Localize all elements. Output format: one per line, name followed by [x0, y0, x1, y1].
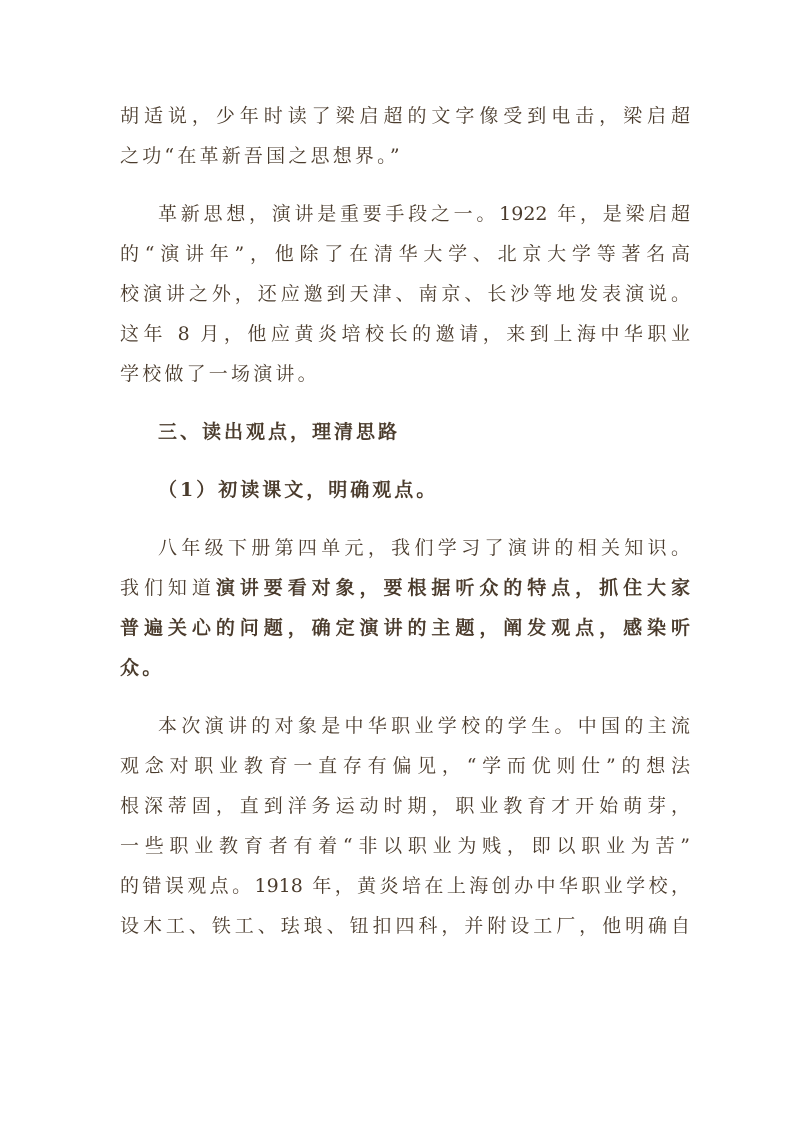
text-line [120, 866, 690, 906]
text-line [120, 274, 690, 314]
text-run: 本次演讲的对象是中华职业学校的学生。中国的主流 [158, 715, 690, 737]
text-line [120, 706, 690, 746]
text-line [120, 568, 690, 608]
text-run: 之功“在革新吾国之思想界。” [120, 145, 403, 167]
text-line [120, 314, 690, 354]
text-line [120, 826, 690, 866]
paragraph-3 [120, 528, 690, 688]
subsection-heading: （1）初读课文，明确观点。 [158, 479, 439, 501]
section-heading: 三、读出观点，理清思路 [158, 421, 401, 443]
text-line [120, 648, 690, 688]
document-page [120, 96, 690, 946]
text-line [120, 746, 690, 786]
text-line [120, 194, 690, 234]
bold-text-run: 演讲要看对象，要根据听众的特点，抓住大家 [215, 577, 690, 599]
bold-text-run: 普遍关心的问题，确定演讲的主题，阐发观点，感染听 [120, 617, 690, 639]
text-run: 我们知道 [120, 577, 216, 599]
text-run: 八年级下册第四单元，我们学习了演讲的相关知识。 [158, 537, 690, 559]
text-run: 根深蒂固，直到洋务运动时期，职业教育才开始萌芽， [120, 795, 690, 817]
bold-text-run: 众。 [120, 657, 165, 679]
text-run: 的错误观点。1918 年，黄炎培在上海创办中华职业学校， [120, 875, 690, 897]
paragraph-2 [120, 194, 690, 394]
text-run: 校演讲之外，还应邀到天津、南京、长沙等地发表演说。 [120, 283, 690, 305]
text-run: 这年 8 月，他应黄炎培校长的邀请，来到上海中华职业 [120, 323, 690, 345]
text-run: 学校做了一场演讲。 [120, 363, 320, 385]
text-line [120, 354, 690, 394]
paragraph-4 [120, 706, 690, 946]
text-line [120, 786, 690, 826]
text-run: 胡适说，少年时读了梁启超的文字像受到电击，梁启超 [120, 105, 690, 127]
text-line [120, 136, 690, 176]
paragraph-1 [120, 96, 690, 176]
text-run: 的“演讲年”，他除了在清华大学、北京大学等著名高 [120, 243, 690, 265]
text-line [120, 234, 690, 274]
text-line [120, 528, 690, 568]
text-line [120, 96, 690, 136]
text-run: 一些职业教育者有着“非以职业为贱，即以职业为苦” [120, 835, 690, 857]
text-run: 设木工、铁工、珐琅、钮扣四科，并附设工厂，他明确自 [120, 915, 690, 937]
text-line [120, 608, 690, 648]
text-line [120, 906, 690, 946]
text-run: 革新思想，演讲是重要手段之一。1922 年，是梁启超 [158, 203, 690, 225]
text-run: 观念对职业教育一直存有偏见，“学而优则仕”的想法 [120, 755, 690, 777]
